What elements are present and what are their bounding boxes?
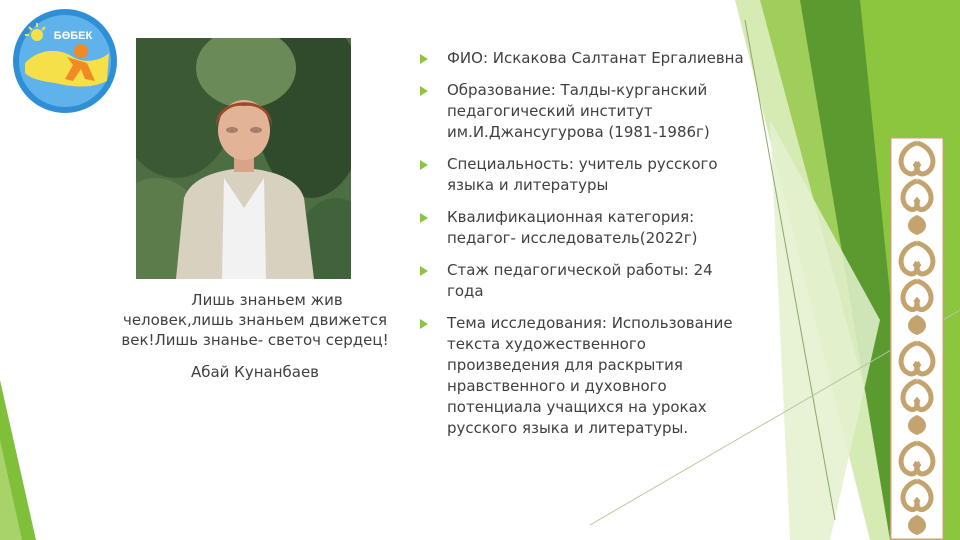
bullet-item [420, 154, 750, 196]
quote-author: Абай Кунанбаев [190, 363, 320, 381]
bullet-item [420, 260, 750, 302]
portrait-photo [136, 38, 351, 279]
bullet-item [420, 313, 750, 439]
bullet-text: Специальность: учитель русского языка и литературы [447, 155, 718, 194]
bullet-text: Тема исследования: Использование текста художественного произведения для раскрытия нравственного и духовного потенциала учащихся на уроках русского языка и литературы. [447, 314, 733, 437]
bio-bullet-list [420, 48, 750, 450]
ornament-strip [890, 137, 944, 540]
bullet-text: ФИО: Искакова Салтанат Ергалиевна [447, 49, 744, 67]
quote-text: Лишь знаньем жив человек,лишь знаньем движется век!Лишь знанье- светоч сердец! [121, 291, 389, 349]
arrow-bullet-icon [420, 213, 428, 223]
logo-text: БӨБЕК [53, 30, 93, 42]
arrow-bullet-icon [420, 160, 428, 170]
bullet-item [420, 48, 750, 69]
bullet-text: Квалификационная категория: педагог- исследователь(2022г) [447, 208, 698, 247]
bobek-logo [11, 7, 119, 115]
bullet-text: Образование: Талды-курганский педагогический институт им.И.Джансугурова (1981-1986г) [447, 81, 710, 141]
arrow-bullet-icon [420, 86, 428, 96]
arrow-bullet-icon [420, 54, 428, 64]
bullet-text: Стаж педагогической работы: 24 года [447, 261, 713, 300]
bullet-item [420, 207, 750, 249]
quote-block [120, 290, 390, 382]
arrow-bullet-icon [420, 266, 428, 276]
arrow-bullet-icon [420, 319, 428, 329]
bullet-item [420, 80, 750, 143]
